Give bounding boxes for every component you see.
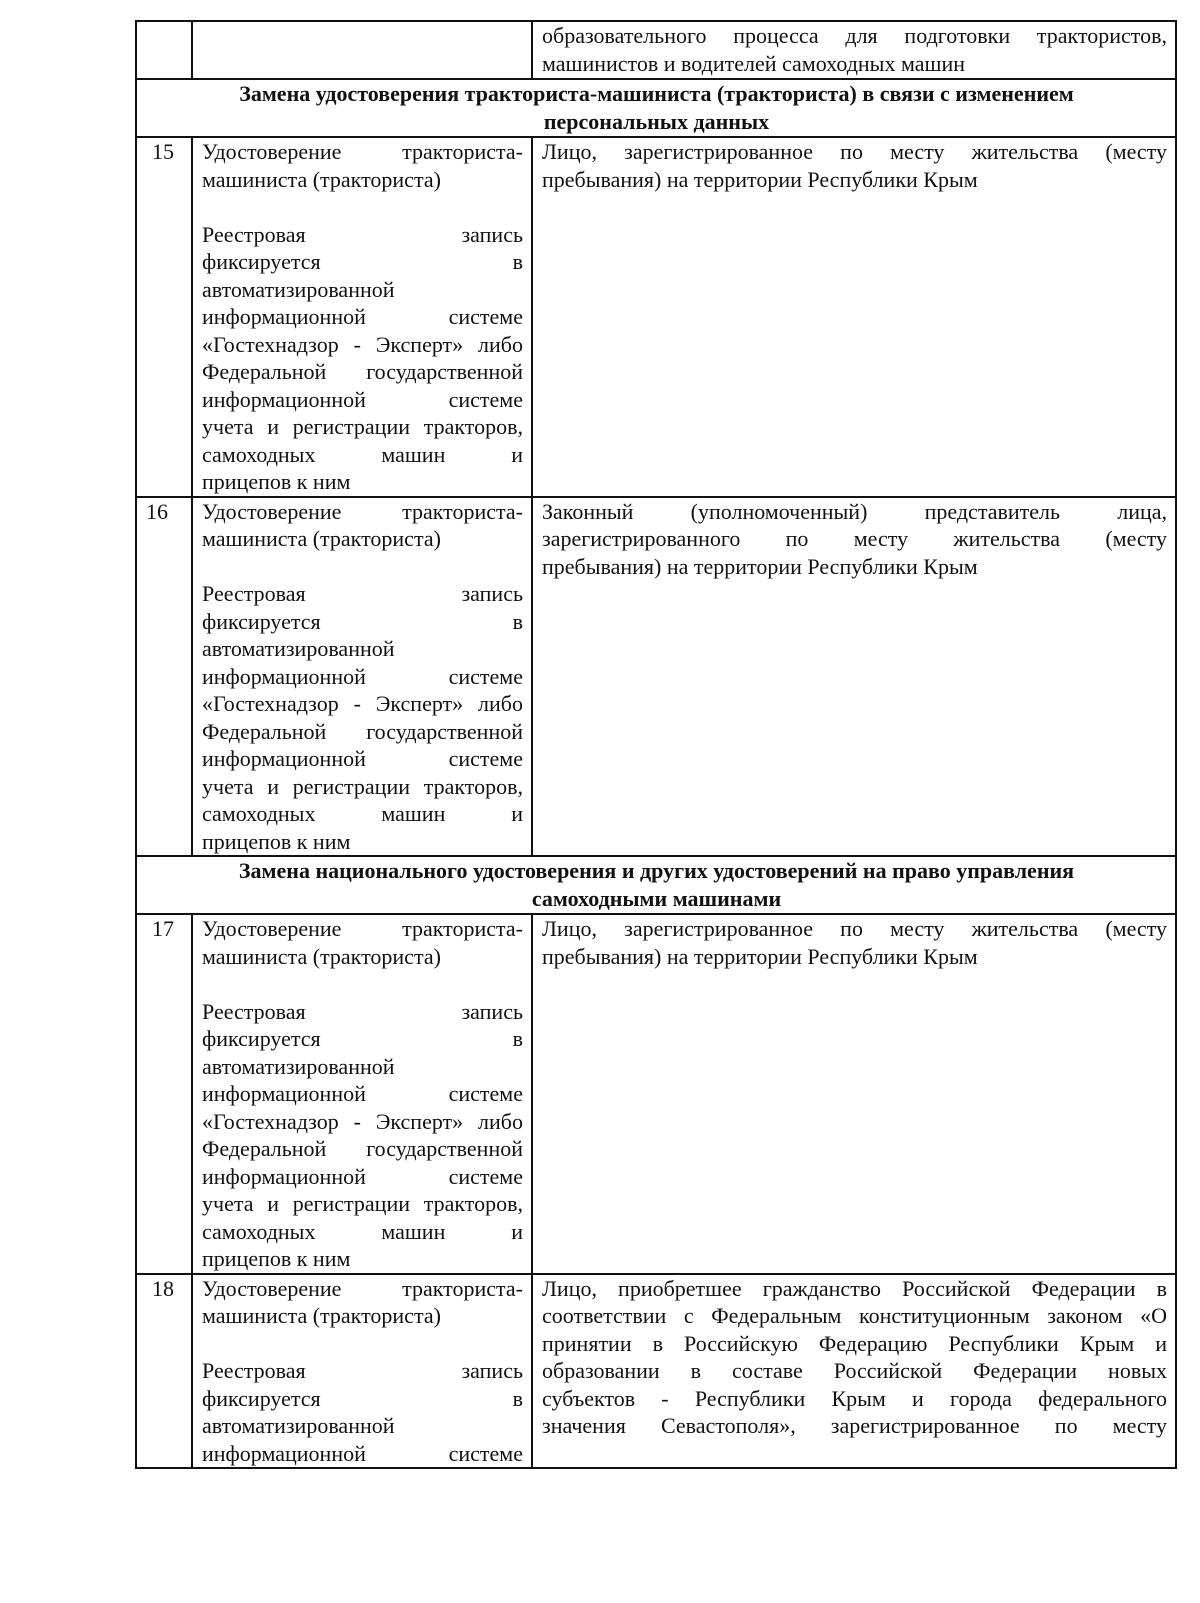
registry-line: самоходных машин и [202, 801, 523, 826]
applicant-line: Лицо, зарегистрированное по месту жительства (месту [542, 139, 1167, 164]
document-title-line: Удостоверение тракториста- [202, 139, 523, 164]
section-title-cell [136, 856, 1176, 914]
applicant-cell [532, 1274, 1176, 1469]
table-row [136, 497, 1176, 857]
registry-line: Федеральной государственной [202, 718, 523, 744]
section-title-line: Замена национального удостоверения и других удостоверений на право управления [238, 858, 1075, 883]
document-cell [192, 137, 532, 497]
applicant-line: значения Севастополя», зарегистрированное по месту [542, 1413, 1167, 1438]
registry-line: информационной системе [202, 663, 523, 689]
applicant-line: соответствии с Федеральным конституционным законом «О [542, 1303, 1167, 1328]
document-title-line: Удостоверение тракториста- [202, 916, 523, 941]
registry-line: самоходных машин и [202, 441, 523, 467]
registry-line: автоматизированной [202, 636, 395, 661]
row-number-cell [136, 21, 192, 79]
section-title-line: самоходными машинами [531, 885, 782, 911]
document-cell [192, 21, 532, 79]
table-row [136, 914, 1176, 1274]
row-number-cell: 16 [136, 497, 192, 857]
applicant-line: зарегистрированного по месту жительства (месту [542, 526, 1167, 551]
registry-line: автоматизированной [202, 276, 395, 302]
document-cell [192, 914, 532, 1274]
applicant-cell [532, 21, 1176, 79]
applicant-cell [532, 914, 1176, 1274]
applicant-line: образовании в составе Российской Федерации новых [542, 1358, 1167, 1383]
registry-line: «Гостехнадзор - Эксперт» либо [202, 691, 523, 716]
applicant-line: субъектов - Республики Крым и города федерального [542, 1385, 1167, 1411]
applicant-line: машинистов и водителей самоходных машин [542, 50, 965, 76]
table-row [136, 1274, 1176, 1469]
registry-line: прицепов к ним [202, 1246, 351, 1271]
registry-line: Реестровая запись [202, 221, 523, 247]
document-cell [192, 1274, 532, 1469]
registry-line: Реестровая запись [202, 1358, 523, 1383]
registry-line: фиксируется в [202, 1026, 523, 1051]
row-number-cell: 18 [136, 1274, 192, 1469]
document-cell [192, 497, 532, 857]
registry-line: информационной системе [202, 1081, 523, 1106]
document-title-line: машиниста (тракториста) [202, 943, 441, 969]
registry-line: самоходных машин и [202, 1218, 523, 1244]
registry-line: информационной системе [202, 746, 523, 771]
table-row [136, 137, 1176, 497]
applicant-cell [532, 137, 1176, 497]
registry-line: фиксируется в [202, 1385, 523, 1411]
applicant-cell [532, 497, 1176, 857]
document-title-line: Удостоверение тракториста- [202, 498, 523, 524]
section-title-line: персональных данных [543, 108, 770, 134]
section-header-row [136, 856, 1176, 914]
applicant-line: Лицо, зарегистрированное по месту жительства (месту [542, 916, 1167, 941]
applicant-line: пребывания) на территории Республики Крым [542, 166, 978, 192]
registry-line: учета и регистрации тракторов, [202, 414, 523, 439]
applicant-line: образовательного процесса для подготовки трактористов, [542, 23, 1167, 48]
registry-line: фиксируется в [202, 249, 523, 274]
registry-line: фиксируется в [202, 608, 523, 634]
registry-line: Федеральной государственной [202, 359, 523, 384]
document-title-line: машиниста (тракториста) [202, 1303, 441, 1328]
registry-line: Реестровая запись [202, 998, 523, 1024]
registry-line: автоматизированной [202, 1053, 395, 1079]
registry-line: информационной системе [202, 1163, 523, 1189]
registry-line: Федеральной государственной [202, 1136, 523, 1161]
applicant-line: Законный (уполномоченный) представитель лица, [542, 498, 1167, 524]
document-title-line: машиниста (тракториста) [202, 166, 441, 192]
section-header-row [136, 79, 1176, 137]
registry-line: информационной системе [202, 304, 523, 329]
registry-line: автоматизированной [202, 1413, 395, 1438]
applicant-line: пребывания) на территории Республики Крым [542, 943, 978, 969]
applicant-line: пребывания) на территории Республики Крым [542, 553, 978, 579]
section-title-cell [136, 79, 1176, 137]
applicant-line: принятии в Российскую Федерацию Республики Крым и [542, 1330, 1167, 1356]
document-title-line: Удостоверение тракториста- [202, 1275, 523, 1301]
section-title-line: Замена удостоверения тракториста-машиниста (тракториста) в связи с изменением [239, 81, 1074, 106]
registry-line: прицепов к ним [202, 828, 351, 854]
registry-line: информационной системе [202, 1440, 523, 1466]
registry-line: Реестровая запись [202, 581, 523, 606]
applicant-line: Лицо, приобретшее гражданство Российской Федерации в [542, 1275, 1167, 1301]
document-title-line: машиниста (тракториста) [202, 526, 441, 551]
registry-line: «Гостехнадзор - Эксперт» либо [202, 331, 523, 357]
table-row-continuation [136, 21, 1176, 79]
row-number-cell: 15 [136, 137, 192, 497]
registry-line: прицепов к ним [202, 469, 351, 494]
registry-line: учета и регистрации тракторов, [202, 773, 523, 799]
row-number-cell: 17 [136, 914, 192, 1274]
registry-line: «Гостехнадзор - Эксперт» либо [202, 1108, 523, 1134]
document-table [135, 20, 1177, 1469]
registry-line: информационной системе [202, 386, 523, 412]
registry-line: учета и регистрации тракторов, [202, 1191, 523, 1216]
